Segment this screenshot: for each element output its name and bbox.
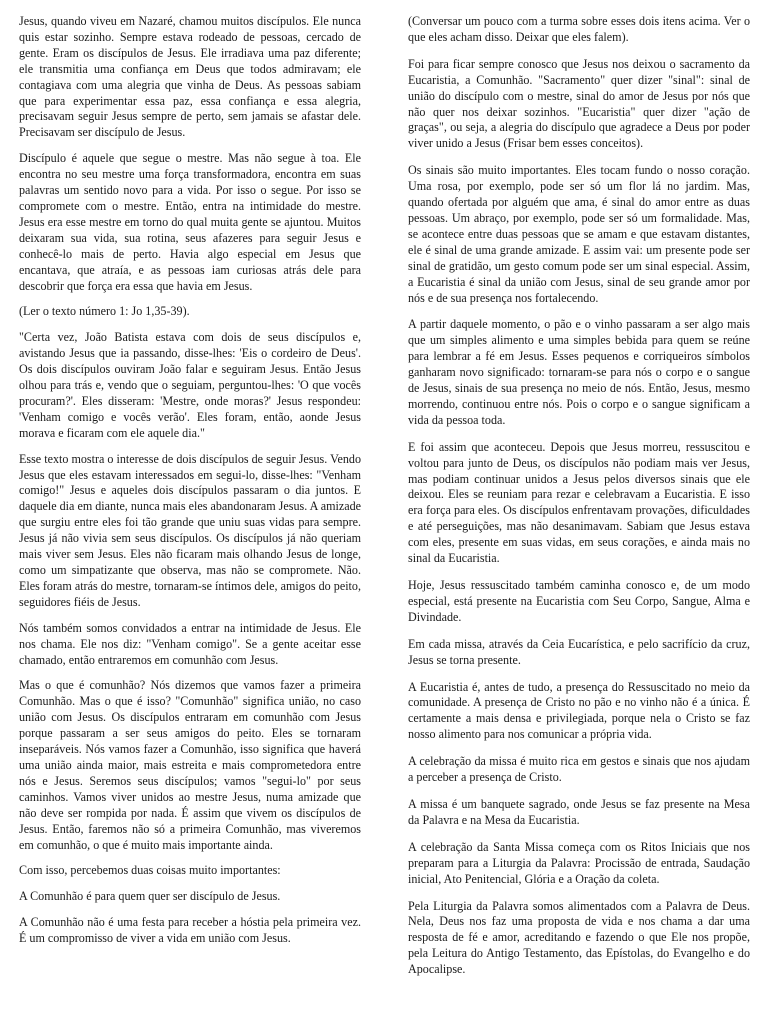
paragraph-liturgia-palavra: Pela Liturgia da Palavra somos alimentados com a Palavra de Deus. Nela, Deus nos faz uma proposta de vida e nos chama a dar uma resposta de fé e amor, acreditando e fazendo o que Ele nos propõe, pela Leitura do Antigo Testamento, das Epístolas, do Evangelho e do Apocalipse. (408, 898, 750, 977)
left-column (19, 14, 361, 1024)
paragraph-sinais: Os sinais são muito importantes. Eles tocam fundo o nosso coração. Uma rosa, por exemplo, pode ser só um flor lá no jardim. Mas, quando ofertada por alguém que ama, é sinal do amor entre as duas pessoas. Um abraço, por exemplo, pode ser só um formalidade. Mas, se acontece entre duas pessoas que se amam e que estavam distantes, ele é sinal de uma grande amizade. E assim vai: um presente pode ser sinal de gratidão, um gesto comum pode ser um sinal especial. Assim, a Eucaristia é sinal da união com Jesus, sinal de seu grande amor por nós e de sua presença nos fortalecendo. (408, 163, 750, 305)
paragraph-celebracao-rica: A celebração da missa é muito rica em gestos e sinais que nos ajudam a perceber a presença de Cristo. (408, 754, 750, 785)
paragraph-conversar-turma: (Conversar um pouco com a turma sobre esses dois itens acima. Ver o que eles acham disso. Deixar que eles falem). (408, 14, 750, 44)
paragraph-jesus-hoje: Hoje, Jesus ressuscitado também caminha conosco e, de um modo especial, está presente na Eucaristia com Seu Corpo, Sangue, Alma e Divindade. (408, 578, 750, 624)
paragraph-convite-intimidade: Nós também somos convidados a entrar na intimidade de Jesus. Ele nos chama. Ele nos diz: "Venham comigo". Se a gente aceitar esse chamado, então entraremos em comunhão com Jesus. (19, 620, 361, 667)
paragraph-interesse-discipulos: Esse texto mostra o interesse de dois discípulos de seguir Jesus. Vendo Jesus que eles estavam interessados em segui-lo, disse-lhes: "Venham comigo!" Jesus e aqueles dois discípulos passaram o dia juntos. E daquele dia em diante, nunca mais eles abandonaram Jesus. A amizade que surgiu entre eles foi tão grande que uniu suas vidas para sempre. Jesus já não vivia sem seus discípulos. Os discípulos já não queriam mais viver sem Jesus. Eles não ficaram mais olhando Jesus de longe, como um simpatizante que observa, mas não se compromete. Não. Eles foram atrás do mestre, tornaram-se íntimos dele, amigos do peito, seguidores fiéis de Jesus. (19, 451, 361, 609)
paragraph-citacao-joao: "Certa vez, João Batista estava com dois de seus discípulos e, avistando Jesus que ia passando, disse-lhes: 'Eis o cordeiro de Deus'. Os dois discípulos ouviram João falar e seguiram Jesus. Então Jesus olhou para trás e, vendo que o seguiam, perguntou-lhes: 'O que vocês procuram?'. Eles disseram: 'Mestre, onde moras?' Jesus respondeu: 'Venham comigo e vocês verão'. Eles foram, então, aonde Jesus morava e ficaram com ele aquele dia." (19, 330, 361, 440)
paragraph-pao-vinho: A partir daquele momento, o pão e o vinho passaram a ser algo mais que um simples alimento e uma simples bebida para quem se reúne para lembrar a fé em Jesus. Esses pequenos e corriqueiros símbolos ganharam novo significado: tornaram-se para nós o corpo e o sangue de Jesus, sinais de sua presença no meio de nós. Então, Jesus, mesmo morrendo, continuou entre nós. Pois o corpo e o sangue significam a vida da pessoa toda. (408, 317, 750, 427)
paragraph-leitura-instrucao: (Ler o texto número 1: Jo 1,35-39). (19, 304, 190, 319)
paragraph-presenca-ressuscitado: A Eucaristia é, antes de tudo, a presença do Ressuscitado no meio da comunidade. A presença de Cristo no pão e no vinho não é a única. É certamente a mais densa e privilegiada, porque nela o Cristo se faz nosso alimento para nos comunicar a própria vida. (408, 679, 750, 742)
paragraph-ponto-1: A Comunhão é para quem quer ser discípulo de Jesus. (19, 889, 281, 904)
right-column (408, 14, 750, 1024)
paragraph-sacramento: Foi para ficar sempre conosco que Jesus nos deixou o sacramento da Eucaristia, a Comunhão. "Sacramento" quer dizer "sinal": sinal de união do discípulo com o mestre, sinal do amor de Jesus por nós que não quer nos deixar sozinhos. "Eucaristia" quer dizer "ação de graças", ou seja, a alegria do discípulo que agradece a Deus por poder viver unido a Jesus (Frisar bem esses conceitos). (408, 56, 750, 151)
paragraph-ritos-iniciais: A celebração da Santa Missa começa com os Ritos Iniciais que nos preparam para a Liturgia da Palavra: Procissão de entrada, Saudação inicial, Ato Penitencial, Glória e a Oração da coleta. (408, 839, 750, 886)
paragraph-ressurreicao: E foi assim que aconteceu. Depois que Jesus morreu, ressuscitou e voltou para junto de Deus, os discípulos não podiam mais ver Jesus, mas podiam continuar unidos a Jesus pelos diversos sinais que ele deixou. Eles se reuniam para rezar e celebravam a Eucaristia. E isso era força para eles. Os discípulos enfrentavam provações, dificuldades e até perseguições, mas não desanimavam. Sabiam que Jesus estava com eles, presente em suas vidas, em seus corações, e ainda mais no sinal da Eucaristia. (408, 439, 750, 566)
paragraph-definicao-discipulo: Discípulo é aquele que segue o mestre. Mas não segue à toa. Ele encontra no seu mestre uma força transformadora, encontra em suas palavras um sentido novo para a vida. Por isso o segue. Por isso se compromete com o mestre. Então, entra na intimidade do mestre. Jesus era esse mestre em torno do qual muita gente se ajuntou. Muitos deixaram sua vida, sua rotina, seus afazeres para seguir Jesus e conhecê-lo mais de perto. Havia algo especial em Jesus que encantava, que atraía, e as pessoas iam curiosas atrás dele para descobrir que força era essa que havia em Jesus. (19, 151, 361, 293)
paragraph-banquete: A missa é um banquete sagrado, onde Jesus se faz presente na Mesa da Palavra e na Mesa da Eucaristia. (408, 796, 750, 827)
paragraph-ponto-2: A Comunhão não é uma festa para receber a hóstia pela primeira vez. É um compromisso de viver a vida em união com Jesus. (19, 915, 361, 946)
paragraph-o-que-e-comunhao: Mas o que é comunhão? Nós dizemos que vamos fazer a primeira Comunhão. Mas o que é isso? "Comunhão" significa união, no caso união com Jesus. Os discípulos entraram em comunhão com Jesus porque passaram a ser seus amigos do peito. Eles se tornaram inseparáveis. Nós vamos fazer a Comunhão, isso significa que haverá uma união ainda maior, mais estreita e mais comprometedora entre nós e Jesus. Seremos seus discípulos; vamos "segui-lo" por seus caminhos. Vamos viver unidos ao mestre Jesus, numa amizade que não deve ser rompida por nada. É assim que vivem os discípulos de Jesus. Então, faremos não só a primeira Comunhão, mas viveremos em comunhão, o que é muito mais importante ainda. (19, 678, 361, 852)
paragraph-duas-coisas: Com isso, percebemos duas coisas muito importantes: (19, 863, 281, 878)
paragraph-discipulos-intro: Jesus, quando viveu em Nazaré, chamou muitos discípulos. Ele nunca quis estar sozinho. Sempre estava rodeado de pessoas, cercado de gente. Eram os discípulos de Jesus. Ele irradiava uma paz diferente; ele transmitia uma confiança em Deus que todos admiravam; ele contagiava com uma alegria que vinha de Deus. As pessoas sabiam que para experimentar essa paz, essa confiança e essa alegria, precisavam seguir Jesus sempre de perto, sem jamais se afastar dele. Precisavam ser discípulo de Jesus. (19, 14, 361, 140)
paragraph-cada-missa: Em cada missa, através da Ceia Eucarística, e pelo sacrifício da cruz, Jesus se torna presente. (408, 636, 750, 667)
